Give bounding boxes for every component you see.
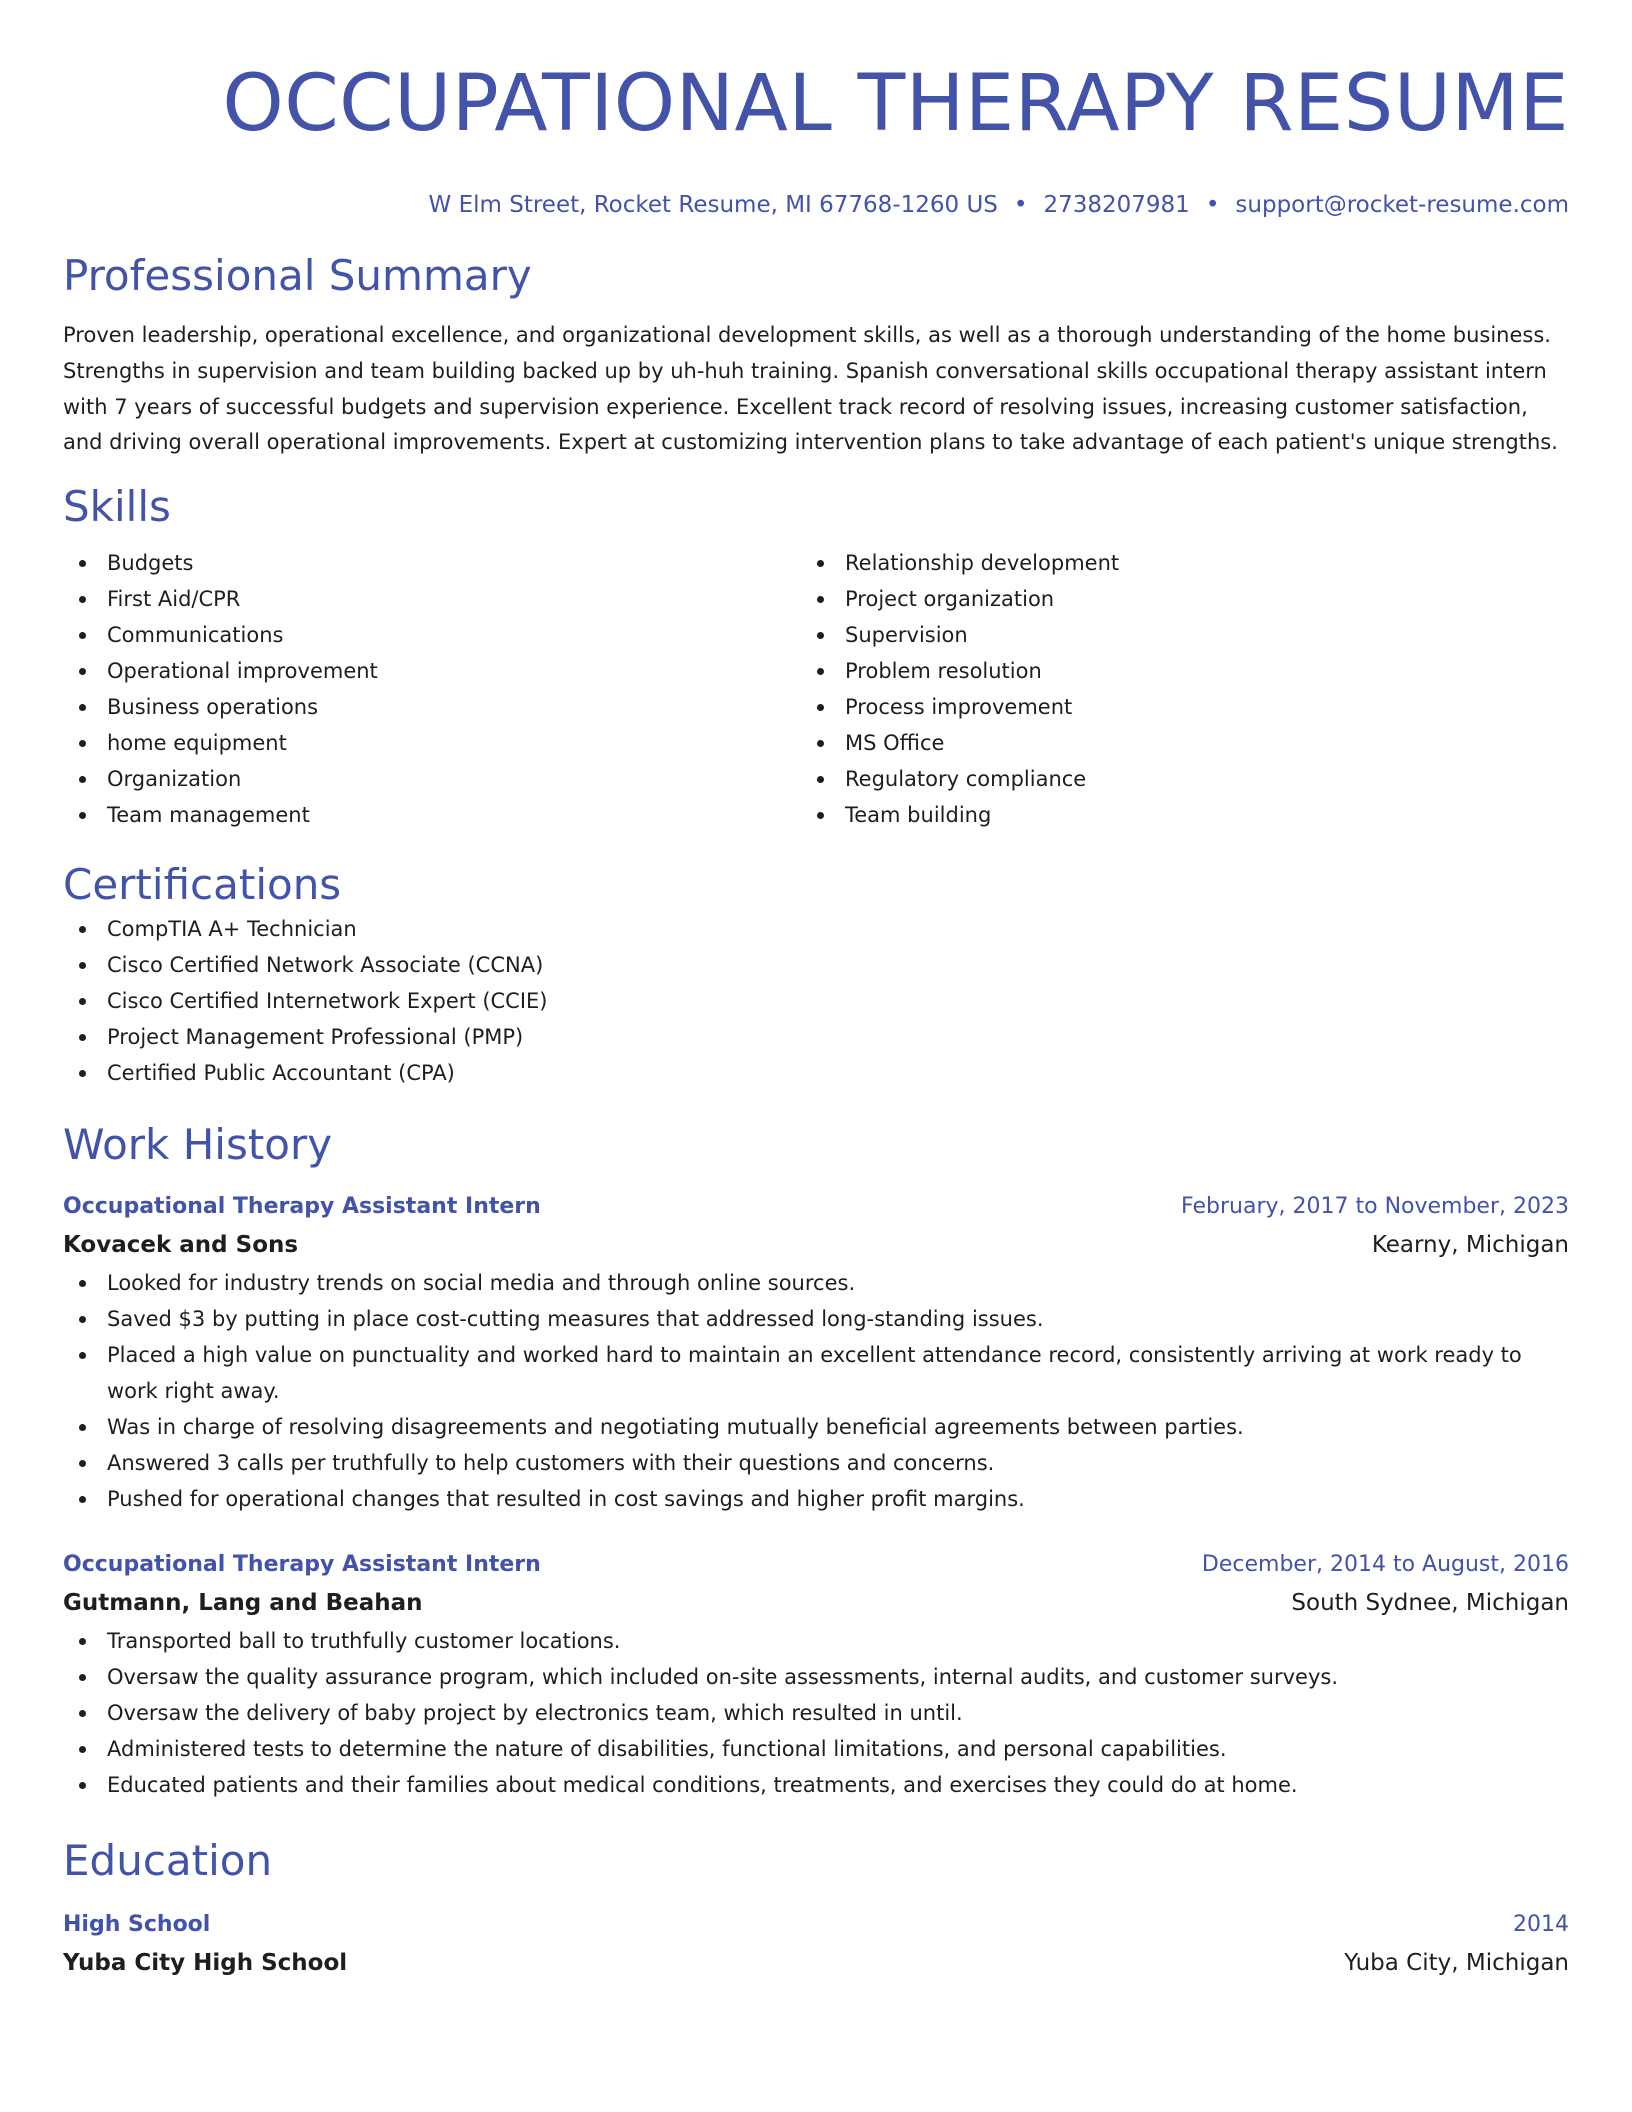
education-location: Yuba City, Michigan [1344,1950,1569,1977]
job-duty-item: Saved $3 by putting in place cost-cutting measures that addressed long-standing issues. [63,1301,1569,1337]
job-role-row [63,1189,1569,1225]
summary-section [63,250,1569,461]
skill-item: home equipment [63,725,801,761]
skill-item: Operational improvement [63,653,801,689]
certifications-list [63,911,1569,1091]
contact-separator: • [1205,192,1220,218]
contact-phone: 2738207981 [1043,192,1190,218]
skill-item: Supervision [801,617,1539,653]
job-dates: December, 2014 to August, 2016 [1201,1552,1569,1578]
skills-list-right [801,545,1539,833]
job-company-row [63,1583,1569,1623]
work-history-heading: Work History [63,1120,333,1170]
summary-text: Proven leadership, operational excellence, and organizational development skills, as well as a thorough understanding of the home business. Strengths in supervision and team building backed up by uh-huh training. Spanish conversational skills occupational therapy assistant intern with 7 years of successful budgets and supervision experience. Excellent track record of resolving issues, increasing customer satisfaction, and driving overall operational improvements. Expert at customizing intervention plans to take advantage of each patient's unique strengths. [63,323,1558,455]
job-duty-item: Placed a high value on punctuality and worked hard to maintain an excellent attendance record, consistently arriving at work ready to work right away. [63,1337,1569,1409]
skill-item: First Aid/CPR [63,581,801,617]
contact-address: W Elm Street, Rocket Resume, MI 67768-1260 US [428,192,998,218]
contact-email: support@rocket-resume.com [1235,192,1569,218]
skill-item: Regulatory compliance [801,761,1539,797]
job-duty-item: Pushed for operational changes that resulted in cost savings and higher profit margins. [63,1481,1569,1517]
job-company-row [63,1225,1569,1265]
certification-item: Project Management Professional (PMP) [63,1019,1569,1055]
job-duty-item: Transported ball to truthfully customer locations. [63,1623,1569,1659]
job-duties-list [63,1265,1569,1517]
education-degree: High School [63,1912,211,1938]
job-duty-item: Educated patients and their families about medical conditions, treatments, and exercises they could do at home. [63,1767,1569,1803]
job-role-row [63,1547,1569,1583]
skill-item: Team management [63,797,801,833]
skills-list-left [63,545,801,833]
skills-column-right [801,545,1539,833]
skill-item: Relationship development [801,545,1539,581]
job-company: Kovacek and Sons [63,1232,299,1259]
job-duty-item: Oversaw the delivery of baby project by electronics team, which resulted in until. [63,1695,1569,1731]
certification-item: Certified Public Accountant (CPA) [63,1055,1569,1091]
job-duty-item: Oversaw the quality assurance program, which included on-site assessments, internal audits, and customer surveys. [63,1659,1569,1695]
skill-item: Budgets [63,545,801,581]
skill-item: MS Office [801,725,1539,761]
skills-grid [63,545,1569,833]
job-duty-item: Administered tests to determine the nature of disabilities, functional limitations, and personal capabilities. [63,1731,1569,1767]
certification-item: Cisco Certified Network Associate (CCNA) [63,947,1569,983]
education-school-row [63,1943,1569,1983]
job-company: Gutmann, Lang and Beahan [63,1590,423,1617]
education-school: Yuba City High School [63,1950,348,1977]
contact-separator: • [1013,192,1028,218]
skills-column-left [63,545,801,833]
job-role: Occupational Therapy Assistant Intern [63,1194,541,1220]
education-year: 2014 [1513,1912,1569,1938]
skill-item: Process improvement [801,689,1539,725]
education-heading: Education [63,1836,273,1886]
education-section [63,1835,1569,1983]
education-degree-row [63,1907,1569,1943]
work-history-section [63,1119,1569,1803]
job-dates: February, 2017 to November, 2023 [1181,1194,1569,1220]
job-location: South Sydnee, Michigan [1291,1590,1569,1617]
skill-item: Problem resolution [801,653,1539,689]
summary-heading: Professional Summary [63,251,532,300]
job-location: Kearny, Michigan [1371,1232,1569,1259]
job-entry [63,1189,1569,1517]
certification-item: CompTIA A+ Technician [63,911,1569,947]
job-duty-item: Looked for industry trends on social media and through online sources. [63,1265,1569,1301]
skill-item: Project organization [801,581,1539,617]
skill-item: Team building [801,797,1539,833]
skill-item: Communications [63,617,801,653]
resume-title: OCCUPATIONAL THERAPY RESUME [222,59,1569,149]
skill-item: Business operations [63,689,801,725]
job-role: Occupational Therapy Assistant Intern [63,1552,541,1578]
certifications-heading: Certifications [63,860,342,910]
skills-heading: Skills [63,482,171,532]
skills-section [63,481,1569,833]
certification-item: Cisco Certified Internetwork Expert (CCIE) [63,983,1569,1019]
resume-header [63,56,1569,220]
certifications-section [63,859,1569,1091]
job-entry [63,1547,1569,1803]
job-duties-list [63,1623,1569,1803]
job-duty-item: Answered 3 calls per truthfully to help customers with their questions and concerns. [63,1445,1569,1481]
contact-line [63,190,1569,220]
skill-item: Organization [63,761,801,797]
job-duty-item: Was in charge of resolving disagreements and negotiating mutually beneficial agreements between parties. [63,1409,1569,1445]
